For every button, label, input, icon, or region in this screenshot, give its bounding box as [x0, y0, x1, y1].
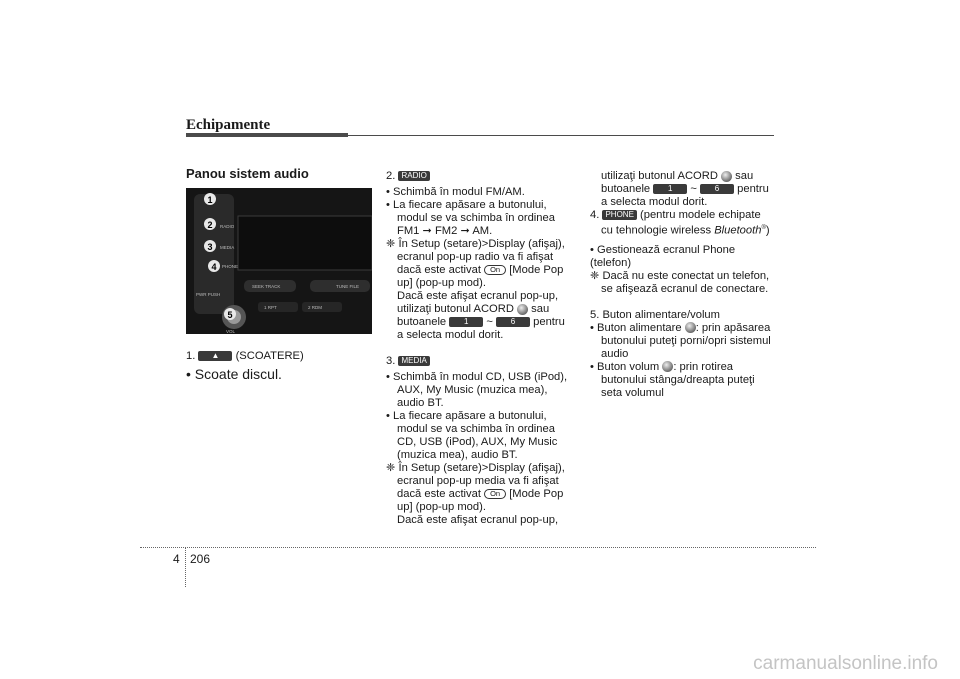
footer-divider	[185, 547, 186, 587]
panel-radio-label: RADIO	[220, 224, 235, 229]
bullet-media-mode: • Schimbă în modul CD, USB (iPod), AUX, My Music (muzica mea), audio BT.	[386, 371, 568, 409]
bullet-volume: • Buton volum : prin rotirea butonului stânga/dreapta puteţi seta volumul	[590, 360, 755, 399]
svg-text:5: 5	[227, 310, 233, 320]
svg-text:2: 2	[207, 220, 213, 230]
chapter-number: 4	[173, 552, 180, 566]
bullet-phone-screen: • Gestionează ecranul Phone (telefon)	[590, 243, 736, 269]
svg-text:1: 1	[207, 195, 213, 205]
item-4: 4. PHONE (pentru modele echipate cu tehnologie wireless Bluetooth®)	[590, 209, 770, 237]
item-5: 5. Buton alimentare/volum	[590, 308, 720, 321]
media-popup-continued: utilizaţi butonul ACORD sau butoanele 1 ~ 6 pentru a selecta modul dorit.	[601, 170, 769, 208]
volume-knob-icon	[662, 361, 673, 372]
bullet-media-order: • La fiecare apăsare a butonului, modul se va schimba în ordinea CD, USB (iPod), AUX, My Music (muzica mea), audio BT.	[386, 410, 558, 461]
panel-vol-label: VOL	[226, 329, 236, 334]
tune-knob-icon	[517, 304, 528, 315]
item-1: 1. ▲ (SCOATERE)	[186, 350, 304, 362]
preset-6-icon: 6	[496, 317, 530, 327]
header-rule	[186, 135, 774, 136]
callout-1	[204, 193, 216, 205]
header-title: Echipamente	[186, 117, 271, 133]
phone-button-icon: PHONE	[602, 210, 636, 220]
footer-rule	[140, 547, 816, 548]
panel-rdm-label: 2 RDM	[308, 305, 323, 310]
item-3-heading: 3. MEDIA	[386, 355, 574, 368]
bullet-power: • Buton alimentare : prin apăsarea butonului puteţi porni/opri sistemul audio	[590, 321, 771, 360]
audio-panel-photo	[186, 188, 372, 334]
callout-4	[208, 260, 220, 272]
panel-pwr-label: PWR PUSH	[196, 292, 221, 297]
column-3	[590, 170, 774, 400]
panel-phone-label: PHONE	[222, 264, 239, 269]
item-2-heading: 2. RADIO	[386, 170, 574, 183]
page-number: 206	[190, 552, 211, 566]
panel-rpt-label: 1 RPT	[264, 305, 277, 310]
panel-seek-label: SEEK TRACK	[252, 284, 281, 289]
callout-5	[224, 308, 236, 320]
panel-media-label: MEDIA	[220, 245, 235, 250]
callout-2	[204, 218, 216, 230]
panel-tune-label: TUNE FILE	[336, 284, 360, 289]
column-1	[186, 350, 372, 383]
preset-6-icon: 6	[700, 184, 734, 194]
note-media-popup: ❈ În Setup (setare)>Display (afişaj), ecranul pop-up media va fi afişat dacă este activat On [Mode Pop up] (pop-up mod). Dacă este afişat ecranul pop-up,	[386, 462, 565, 526]
radio-button-icon: RADIO	[398, 171, 429, 181]
on-toggle-icon: On	[484, 265, 506, 275]
callout-3	[204, 240, 216, 252]
note-radio-popup: ❈ În Setup (setare)>Display (afişaj), ecranul pop-up radio va fi afişat dacă este activat On [Mode Pop up] (pop-up mod). Dacă este afişat ecranul pop-up, utilizaţi butonul ACORD sau butoanele 1 ~ 6 pentru a selecta modul dorit.	[386, 238, 565, 341]
column-2	[386, 170, 574, 527]
on-toggle-icon: On	[484, 489, 506, 499]
power-knob-icon	[685, 322, 696, 333]
svg-text:3: 3	[207, 242, 213, 252]
watermark: carmanualsonline.info	[753, 653, 938, 674]
bullet-radio-order: • La fiecare apăsare a butonului, modul se va schimba în ordinea FM1 ➞ FM2 ➞ AM.	[386, 199, 555, 237]
note-phone-connect: ❈ Dacă nu este conectat un telefon, se afişează ecranul de conectare.	[590, 269, 770, 295]
preset-1-icon: 1	[653, 184, 687, 194]
item-1-bullet: • Scoate discul.	[186, 366, 282, 382]
bullet-fm-am: • Schimbă în modul FM/AM.	[386, 186, 525, 198]
eject-button-icon: ▲	[198, 351, 232, 361]
svg-text:4: 4	[211, 262, 217, 272]
preset-1-icon: 1	[449, 317, 483, 327]
tune-knob-icon	[721, 171, 732, 182]
section-title: Panou sistem audio	[186, 166, 309, 181]
media-button-icon: MEDIA	[398, 356, 429, 366]
